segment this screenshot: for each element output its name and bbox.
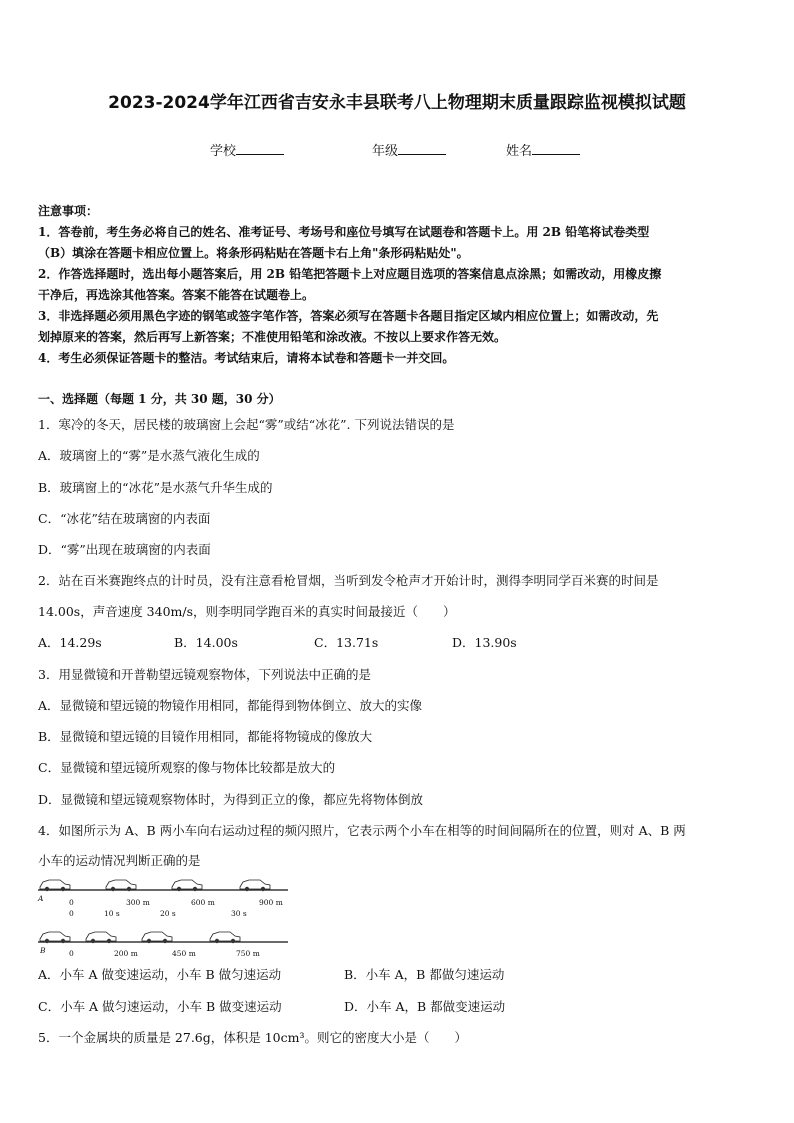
school-label: 学校 xyxy=(210,144,237,159)
q4-option-a: A．小车 A 做变速运动，小车 B 做匀速运动 xyxy=(38,967,282,982)
time-2: 20 s xyxy=(160,909,176,918)
notice-line-6: 划掉原来的答案，然后再写上新答案；不准使用铅笔和涂改液。不按以上要求作答无效。 xyxy=(38,330,507,344)
b-dist-1: 200 m xyxy=(114,949,138,958)
name-field xyxy=(506,140,580,159)
grade-label: 年级 xyxy=(372,144,399,159)
notice-line-3: 2．作答选择题时，选出每小题答案后，用 2B 铅笔把答题卡上对应题目选项的答案信息点涂黑；如需改动，用橡皮擦 xyxy=(38,267,662,281)
q3-option-b: B．显微镜和望远镜的目镜作用相同，都能将物镜成的像放大 xyxy=(38,729,373,744)
q4-option-d: D．小车 A，B 都做变速运动 xyxy=(344,999,506,1014)
q2-option-a: A．14.29s xyxy=(38,635,102,650)
q3-option-c: C．显微镜和望远镜所观察的像与物体比较都是放大的 xyxy=(38,760,336,775)
exam-title: 2023-2024学年江西省吉安永丰县联考八上物理期末质量跟踪监视模拟试题 xyxy=(108,93,686,113)
name-blank xyxy=(532,142,580,155)
school-field xyxy=(210,140,284,159)
q4-stem-2: 小车的运动情况判断正确的是 xyxy=(38,853,201,868)
track-b-label: B xyxy=(40,946,46,955)
q2-stem-2: 14.00s，声音速度 340m/s，则李明同学跑百米的真实时间最接近（ ） xyxy=(38,604,456,619)
notice-line-4: 干净后，再选涂其他答案。答案不能答在试题卷上。 xyxy=(38,288,315,302)
q3-stem: 3．用显微镜和开普勒望远镜观察物体，下列说法中正确的是 xyxy=(38,667,371,682)
q1-option-c: C．“冰花”结在玻璃窗的内表面 xyxy=(38,511,211,526)
notice-line-1: 1．答卷前，考生务必将自己的姓名、准考证号、考场号和座位号填写在试题卷和答题卡上。用 2B 铅笔将试卷类型 xyxy=(38,225,650,239)
notice-heading: 注意事项： xyxy=(38,204,99,218)
q2-option-c: C．13.71s xyxy=(314,635,379,650)
a-dist-3: 900 m xyxy=(259,898,283,907)
time-1: 10 s xyxy=(104,909,120,918)
q4-stem-1: 4．如图所示为 A、B 两小车向右运动过程的频闪照片，它表示两个小车在相等的时间间隔所在的位置，则对 A、B 两 xyxy=(38,823,686,838)
q1-option-b: B．玻璃窗上的“冰花”是水蒸气升华生成的 xyxy=(38,480,273,495)
q1-option-a: A．玻璃窗上的“雾”是水蒸气液化生成的 xyxy=(38,448,260,463)
school-blank xyxy=(236,142,284,155)
a-dist-1: 300 m xyxy=(126,898,150,907)
car-strobe-diagram xyxy=(36,872,296,964)
a-dist-0: 0 xyxy=(69,898,74,907)
q4-figure xyxy=(36,872,296,964)
q2-option-b: B．14.00s xyxy=(174,635,238,650)
q4-option-b: B．小车 A，B 都做匀速运动 xyxy=(344,967,505,982)
notice-line-5: 3．非选择题必须用黑色字迹的钢笔或签字笔作答，答案必须写在答题卡各题目指定区域内相应位置上；如需改动，先 xyxy=(38,309,659,323)
q2-stem-1: 2．站在百米赛跑终点的计时员，没有注意看枪冒烟，当听到发令枪声才开始计时，测得李明同学百米赛的时间是 xyxy=(38,573,659,588)
track-a-label: A xyxy=(38,894,44,903)
time-3: 30 s xyxy=(231,909,247,918)
q4-option-c: C．小车 A 做匀速运动，小车 B 做变速运动 xyxy=(38,999,282,1014)
b-dist-0: 0 xyxy=(69,949,74,958)
q1-stem: 1．寒冷的冬天，居民楼的玻璃窗上会起“雾”或结“冰花”. 下列说法错误的是 xyxy=(38,417,455,432)
q2-option-d: D．13.90s xyxy=(452,635,517,650)
q1-option-d: D．“雾”出现在玻璃窗的内表面 xyxy=(38,542,211,557)
grade-field xyxy=(372,140,446,159)
a-dist-2: 600 m xyxy=(191,898,215,907)
time-0: 0 xyxy=(69,909,74,918)
q3-option-a: A．显微镜和望远镜的物镜作用相同，都能得到物体倒立、放大的实像 xyxy=(38,698,423,713)
section-heading: 一、选择题（每题 1 分，共 30 题，30 分） xyxy=(38,392,281,406)
grade-blank xyxy=(398,142,446,155)
name-label: 姓名 xyxy=(506,144,533,159)
notice-line-2: （B）填涂在答题卡相应位置上。将条形码粘贴在答题卡右上角"条形码粘贴处"。 xyxy=(38,246,469,260)
q3-option-d: D．显微镜和望远镜观察物体时，为得到正立的像，都应先将物体倒放 xyxy=(38,792,424,807)
b-dist-2: 450 m xyxy=(172,949,196,958)
q5-stem: 5．一个金属块的质量是 27.6g，体积是 10cm³。则它的密度大小是（ ） xyxy=(38,1030,468,1045)
b-dist-3: 750 m xyxy=(236,949,260,958)
notice-line-7: 4．考生必须保证答题卡的整洁。考试结束后，请将本试卷和答题卡一并交回。 xyxy=(38,351,455,365)
